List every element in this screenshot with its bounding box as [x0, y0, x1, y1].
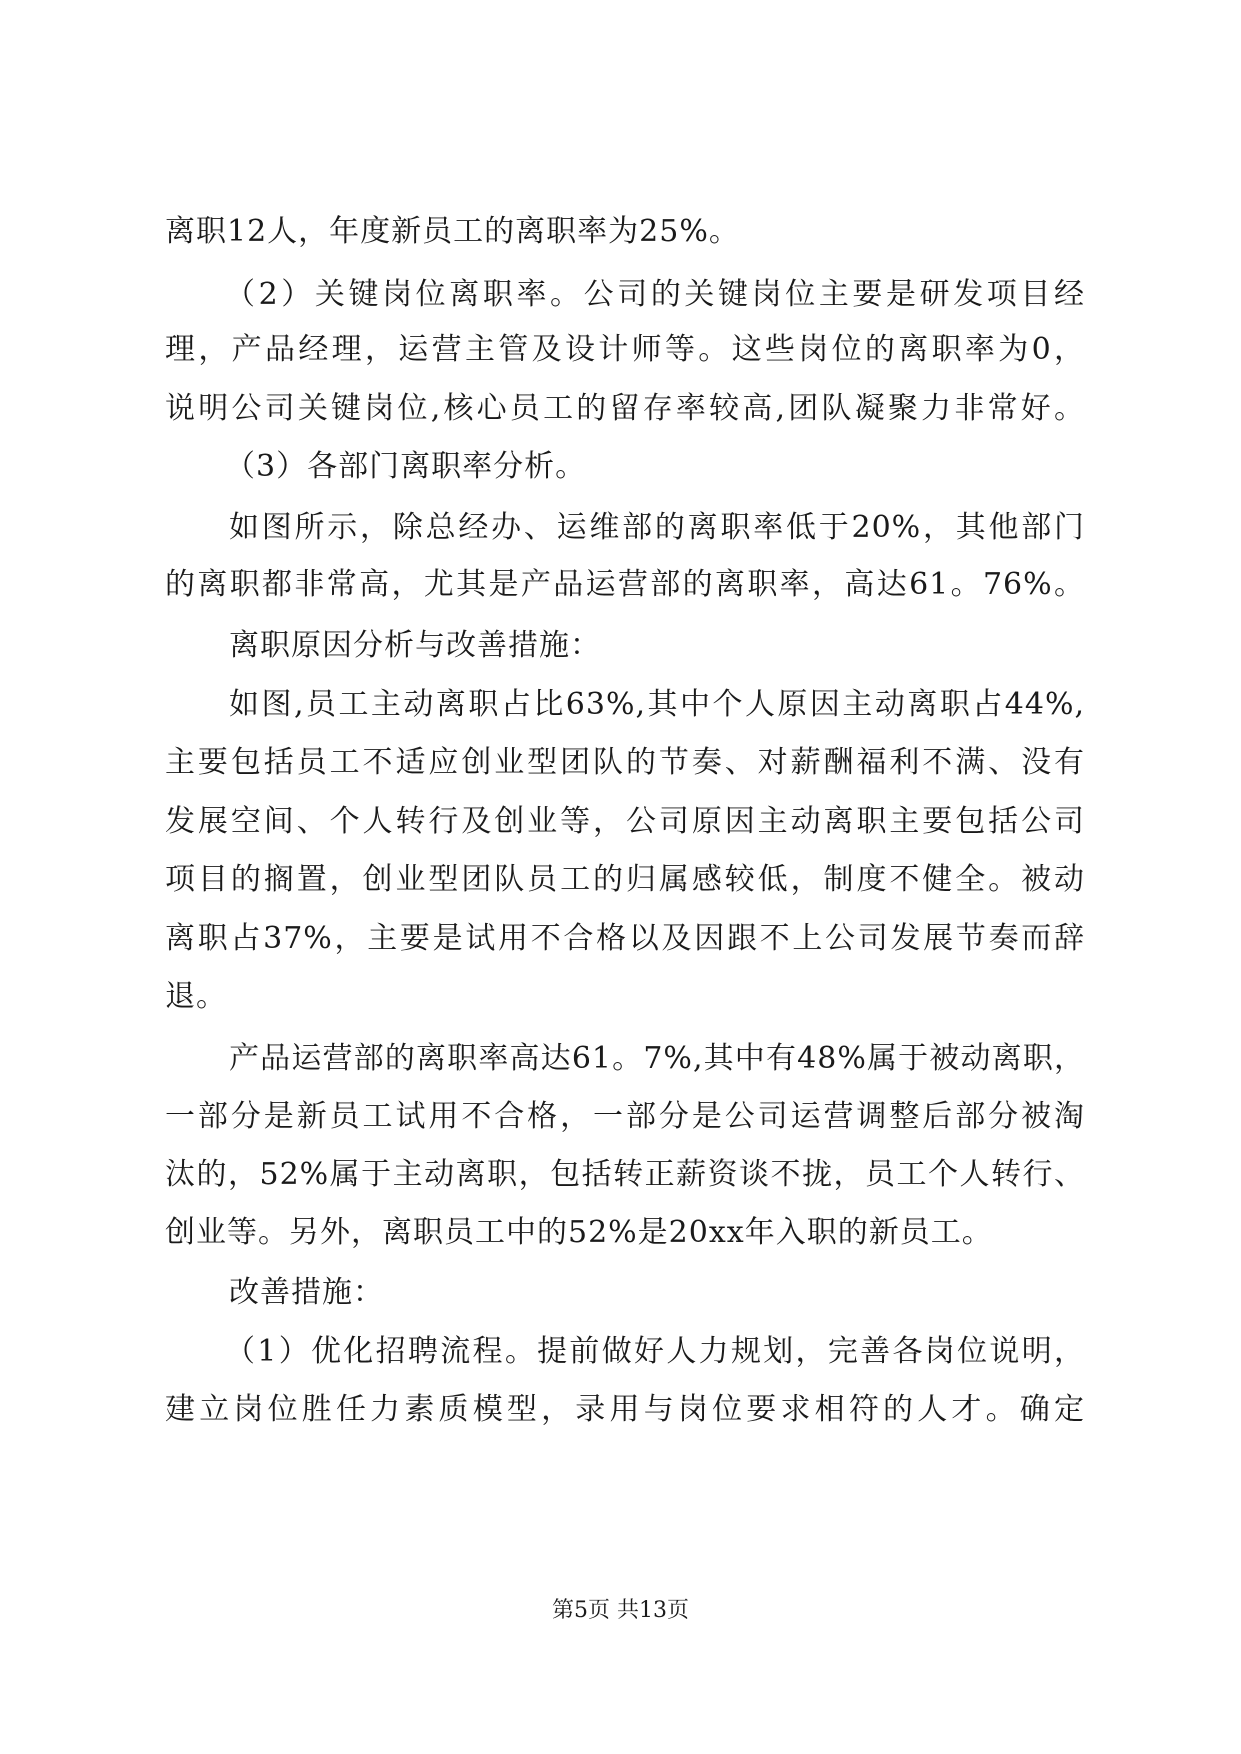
- text-line-15: 产品运营部的离职率高达61。7%,其中有48%属于被动离职，: [229, 1041, 1085, 1076]
- text-line-18: 创业等。另外，离职员工中的52%是20xx年入职的新员工。: [165, 1215, 993, 1250]
- text-line-19: 改善措施：: [229, 1275, 384, 1310]
- text-line-14: 退。: [165, 979, 227, 1014]
- text-line-11: 发展空间、个人转行及创业等，公司原因主动离职主要包括公司: [165, 804, 1085, 839]
- text-line-8: 离职原因分析与改善措施：: [229, 628, 601, 663]
- text-line-3: 理，产品经理，运营主管及设计师等。这些岗位的离职率为0，: [165, 332, 1085, 367]
- text-line-17: 汰的，52%属于主动离职，包括转正薪资谈不拢，员工个人转行、: [165, 1157, 1085, 1192]
- text-line-13: 离职占37%，主要是试用不合格以及因跟不上公司发展节奏而辞: [165, 921, 1085, 956]
- text-line-1: 离职12人，年度新员工的离职率为25%。: [165, 214, 740, 249]
- text-line-20: （1）优化招聘流程。提前做好人力规划，完善各岗位说明，: [225, 1334, 1085, 1369]
- text-line-21: 建立岗位胜任力素质模型，录用与岗位要求相符的人才。确定: [165, 1392, 1085, 1427]
- text-line-12: 项目的搁置，创业型团队员工的归属感较低，制度不健全。被动: [165, 862, 1085, 897]
- text-line-9: 如图,员工主动离职占比63%,其中个人原因主动离职占44%,: [229, 687, 1085, 722]
- text-line-10: 主要包括员工不适应创业型团队的节奏、对薪酬福利不满、没有: [165, 745, 1085, 780]
- text-line-4: 说明公司关键岗位,核心员工的留存率较高,团队凝聚力非常好。: [165, 391, 1085, 426]
- text-line-2: （2）关键岗位离职率。公司的关键岗位主要是研发项目经: [225, 277, 1085, 312]
- text-line-7: 的离职都非常高，尤其是产品运营部的离职率，高达61。76%。: [165, 567, 1085, 602]
- text-line-5: （3）各部门离职率分析。: [225, 449, 587, 484]
- page-number-footer: 第5页 共13页: [552, 1598, 689, 1623]
- text-line-6: 如图所示，除总经办、运维部的离职率低于20%，其他部门: [229, 510, 1085, 545]
- text-line-16: 一部分是新员工试用不合格，一部分是公司运营调整后部分被淘: [165, 1099, 1085, 1134]
